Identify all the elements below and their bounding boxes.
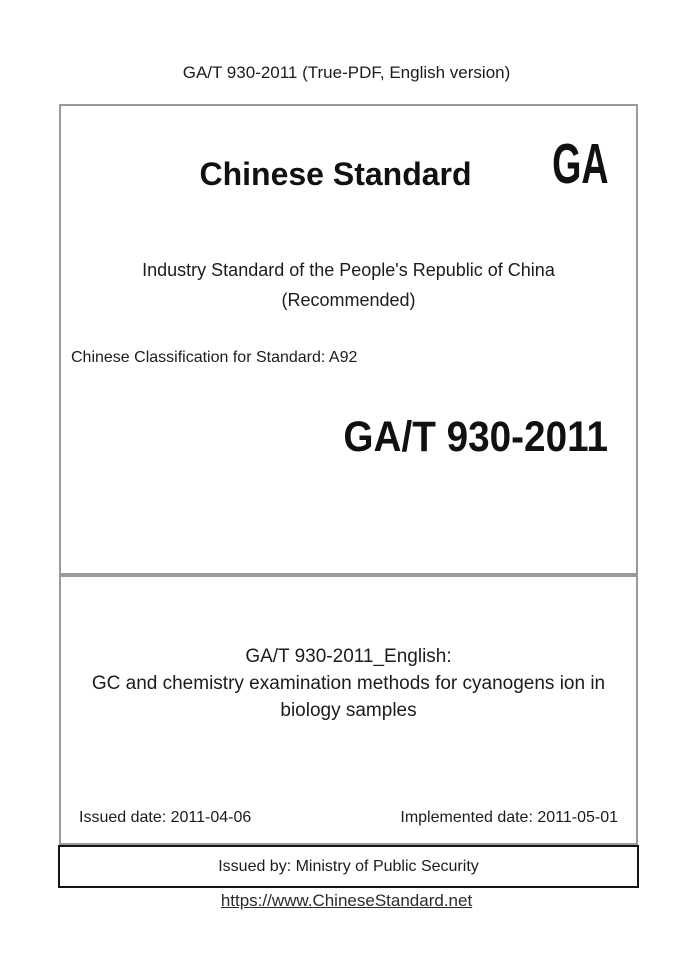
- brand-title: Chinese Standard: [199, 156, 472, 192]
- english-title-text: GC and chemistry examination methods for cyanogens ion in biology samples: [91, 673, 606, 721]
- issuer-bar: [58, 845, 639, 888]
- english-title-block: [61, 643, 636, 724]
- page-header-text: GA/T 930-2011 (True-PDF, English version): [182, 63, 511, 82]
- agency-logo: GA: [551, 132, 608, 196]
- english-title-label: GA/T 930-2011_English:: [245, 646, 452, 667]
- title-box: [59, 575, 638, 845]
- implemented-date: Implemented date: 2011-05-01: [400, 809, 618, 826]
- standard-number: GA/T 930-2011: [343, 413, 608, 461]
- issued-date: Issued date: 2011-04-06: [79, 809, 252, 826]
- classification-line: Chinese Classification for Standard: A92: [71, 349, 358, 366]
- website-link[interactable]: https://www.ChineseStandard.net: [220, 891, 473, 910]
- standard-type-line: Industry Standard of the People's Republic of China: [142, 260, 555, 280]
- dates-row: [79, 809, 618, 827]
- issued-by-text: Issued by: Ministry of Public Security: [218, 857, 479, 875]
- footer: [0, 891, 693, 911]
- standard-type-block: [61, 255, 636, 315]
- standard-type-note: (Recommended): [281, 290, 416, 310]
- cover-box: [59, 104, 638, 575]
